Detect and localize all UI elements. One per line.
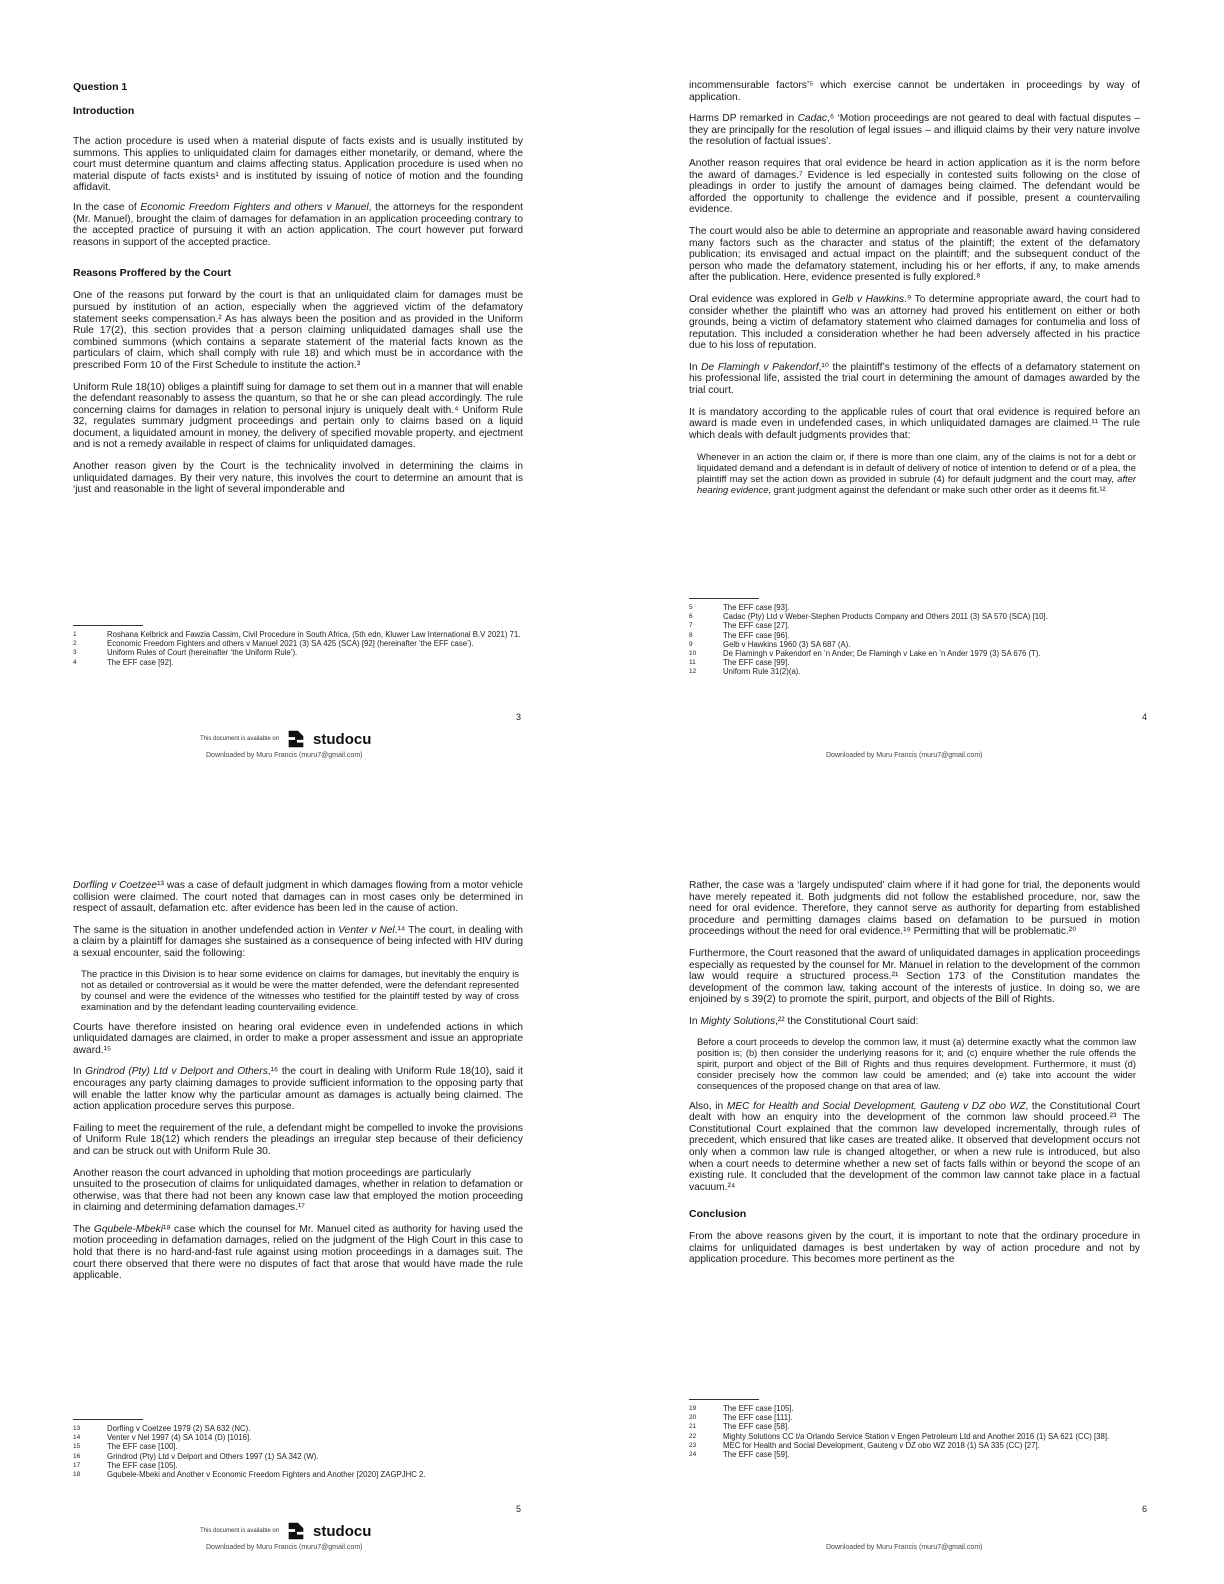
page-number: 6 [1142,1504,1148,1514]
case-name: Mighty Solutions [700,1015,776,1027]
page-body [73,880,523,1282]
block-quote: Whenever in an action the claim or, if there is more than one claim, any of the claims is not for a debt or liquidated demand and a defendant is in default of delivery of notice of intention to defend or of a plea, the plaintiff may set the action down as provided in subrule (4) for default judgment and the court may, after hearing evidence, grant judgment against the defendant or make such other order as it deems fit.¹² [697,451,1136,496]
footnote: 2 Economic Freedom Fighters and others v Manuel 2021 (3) SA 425 (SCA) [92] (hereinafter ‘the EFF case’). [73,639,474,649]
footnote: 23 MEC for Health and Social Development, Gauteng v DZ obo WZ 2018 (1) SA 335 (CC) [27]. [689,1440,1040,1450]
brand-name: studocu [313,1522,372,1540]
paragraph: In De Flamingh v Pakendorf,¹⁰ the plaintiff’s testimony of the effects of a defamatory statement on his professional life, assisted the trial court in determining the amount of damages awarded by the trial court. [689,361,1141,397]
paragraph: incommensurable factors’⁵ which exercise cannot be undertaken in proceedings by way of application. [689,80,1140,103]
paragraph: Another reason the court advanced in upholding that motion proceedings are particularly unsuited to the prosecution of claims for unliquidated damages, whether in relation to defamation or otherwise, was that there had not been any known case law that employed the motion proceeding in claiming and determining defamation damages.¹⁷ [73,1167,523,1214]
footnotes [689,598,1140,677]
footnote: 9 Gelb v Hawkins 1960 (3) SA 687 (A). [689,639,851,649]
case-name: Venter v Nel [338,924,395,936]
footnote: 7 The EFF case [27]. [689,621,790,631]
case-name: MEC for Health and Social Development, Gauteng v DZ obo WZ [726,1100,1026,1112]
document-page-5 [0,792,612,1584]
footnote: 5 The EFF case [93]. [689,603,790,612]
paragraph: In Grindrod (Pty) Ltd v Delport and Others,¹⁶ the court in dealing with Uniform Rule 18(10), said it encourages any party claiming damages to provide sufficient information to the opposing party that will enable the latter know why the particular amount as damages is actually being claimed. The action application procedure serves this purpose. [73,1066,524,1113]
footnote: 3 Uniform Rules of Court (hereinafter ‘the Uniform Rule’). [73,648,298,658]
footnote: 11 The EFF case [99]. [689,658,790,668]
paragraph: One of the reasons put forward by the court is that an unliquidated claim for damages must be pursued by institution of an action, especially when the aggrieved victim of the defamatory statement seeks compensation.² As has always been the position and as provided in the Uniform Rule 17(2), this section provides that a person claiming unliquidated damages shall use the combined summons (which contains a separate statement of the material facts known as the particulars of claim, which shall comply with rule 18) and which must be in accordance with the prescribed Form 10 of the First Schedule to institute the action.³ [73,290,523,371]
download-note: Downloaded by Muru Francis (muru7@gmail.com) [206,1544,363,1551]
paragraph: The Gqubele-Mbeki¹⁸ case which the counsel for Mr. Manuel cited as authority for having used the motion proceeding in defamation damages, relied on the judgment of the High Court in this case to hold that there is no hard-and-fast rule against using motion proceedings in a damages suit. The court there observed that there were no disputes of fact that arose that would have made the rule applicable. [73,1223,524,1282]
footnotes [73,625,523,667]
document-page-3 [0,0,612,792]
footnote: 14 Venter v Nel 1997 (4) SA 1014 (D) [1016]. [73,1433,252,1443]
footnote: 19 The EFF case [105]. [689,1404,794,1413]
footnotes [73,1419,523,1479]
block-quote: Before a court proceeds to develop the common law, it must (a) determine exactly what the common law position is; (b) then consider the underlying reasons for it; and (c) enquire whether the rule offends the spirit, purport and object of the Bill of Rights and thus requires development. Furthermore, it must (d) consider precisely how the common law could be amended; and (e) take into account the wider consequences of the proposed change on that area of law. [697,1035,1136,1091]
footnote: 15 The EFF case [100]. [73,1442,178,1452]
footnote: 21 The EFF case [58]. [689,1422,790,1432]
page-body [73,80,523,496]
brand-note: This document is available on [200,736,280,742]
paragraph: Dorfling v Coetzee¹³ was a case of default judgment in which damages flowing from a motor vehicle collision were claimed. The court noted that damages can in most cases only be determined in respect of assault, defamation etc. after evidence has been led in the cause of action. [73,880,524,915]
studocu-logo-icon [285,1520,307,1542]
paragraph: Another reason requires that oral evidence be heard in action application as it is the norm before the award of damages.⁷ Evidence is led especially in contested suits following on the close of pleadings in order to justify the amount of damages being claimed. The defendant would be afforded the opportunity to challenge the evidence and if possible, present a countervailing evidence. [689,157,1140,216]
footnote-rule [689,1399,759,1400]
paragraph: The court would also be able to determine an appropriate and reasonable award having considered many factors such as the character and status of the plaintiff; the extent of the defamatory publication; its envisaged and actual impact on the plaintiff; and the subsequent conduct of the person who made the defamatory statement, including his or her efforts, if any, to make amends after the publication. Here, evidence presented is fully explored.⁸ [689,225,1140,284]
paragraph: Also, in MEC for Health and Social Development, Gauteng v DZ obo WZ, the Constitutional Court dealt with how an enquiry into the development of the common law should proceed.²³ The Constitutional Court explained that the common law developed incrementally, through rules of precedent, which ensured that like cases are treated alike. It observed that development occurs not only when a common law rule is changed altogether, or when a new rule is introduced, but also when a court needs to determine whether a new set of facts falls within or beyond the scope of an existing rule. It concluded that the development of the common law cannot take place in a factual vacuum.²⁴ [689,1100,1140,1193]
footnote: 4 The EFF case [92]. [73,657,174,667]
download-note: Downloaded by Muru Francis (muru7@gmail.com) [826,1544,983,1551]
paragraph: Courts have therefore insisted on hearing oral evidence even in undefended actions in which unliquidated damages are claimed, in order to make a proper assessment and issue an appropriate award.¹⁵ [73,1021,523,1056]
page-body [689,80,1140,495]
footnote: 16 Grindrod (Pty) Ltd v Delport and Others 1997 (1) SA 342 (W). [73,1451,319,1461]
paragraph: The action procedure is used when a material dispute of facts exists and is usually instituted by summons. This applies to unliquidated claim for damages either monetarily, or demand, where the court must determine quantum and claims affecting status. Application procedure is used when no material dispute of facts exists¹ and is instituted by issuing of notice of motion and the founding affidavit. [73,136,523,194]
document-page-4 [612,0,1224,792]
case-name: Grindrod (Pty) Ltd v Delport and Others [85,1066,268,1078]
case-name: Gelb v Hawkins [831,293,905,305]
brand-name: studocu [313,730,372,748]
paragraph: From the above reasons given by the court, it is important to note that the ordinary procedure in claims for unliquidated damages is best undertaken by way of action procedure and not by application procedure. This becomes more pertinent as the [689,1231,1140,1266]
page-body [689,880,1140,1266]
brand-note: This document is available on [200,1528,280,1534]
footnote-rule [73,625,143,626]
footnote: 6 Cadac (Pty) Ltd v Weber-Stephen Products Company and Others 2011 (3) SA 570 (SCA) [10]. [689,612,1048,622]
footnote: 17 The EFF case [105]. [73,1460,178,1470]
block-quote: The practice in this Division is to hear some evidence on claims for damages, but inevitably the enquiry is not as detailed or controversial as it would be were the matter defended, were the defendant represented by counsel and were the evidence of the witnesses who testified for the plaintiff tested by way of cross examination and by the defendant leading countervailing evidence. [81,967,519,1012]
case-name: De Flamingh v Pakendorf [701,361,819,373]
case-name: Economic Freedom Fighters and others v Manuel [140,201,369,213]
paragraph: Harms DP remarked in Cadac,⁶ ‘Motion proceedings are not geared to deal with factual disputes – they are principally for the resolution of legal issues – and illiquid claims by their very nature involve the resolution of factual issues’. [689,113,1140,148]
paragraph: The same is the situation in another undefended action in Venter v Nel.¹⁴ The court, in dealing with a claim by a plaintiff for damages she sustained as a consequence of being infected with HIV during a sexual encounter, said the following: [73,924,523,959]
paragraph: Rather, the case was a ‘largely undisputed’ claim where if it had gone for trial, the deponents would have merely repeated it. Both judgments did not follow the established procedure, nor, saw the need for oral evidence. Therefore, they cannot serve as authority for departing from established procedure and permitting damages claims based on defamation to be pursued in motion proceedings without the need for oral evidence.¹⁹ Permitting that will be problematic.²⁰ [689,880,1140,938]
studocu-banner[interactable] [200,1520,371,1542]
footnote: 13 Dorfling v Coetzee 1979 (2) SA 632 (NC). [73,1424,251,1433]
footnote: 22 Mighty Solutions CC t/a Orlando Service Station v Engen Petroleum Ltd and Another 2016 (1) SA 621 (CC) [38]. [689,1431,1110,1441]
case-name: Cadac [797,113,828,125]
paragraph: Uniform Rule 18(10) obliges a plaintiff suing for damage to set them out in a manner that will enable the defendant reasonably to assess the quantum, so that he or she can plead accordingly. The rule concerning claims for damages in relation to personal injury is uniquely dealt with.⁴ Uniform Rule 32, regulates summary judgment proceedings and pertain only to claims based on a liquid document, a liquidated amount in money, the delivery of specified movable property, and ejectment and is not a remedy available in respect of claims for unliquidated damages. [73,381,523,451]
section-heading: Conclusion [689,1208,747,1221]
studocu-logo-icon [285,728,307,750]
footnote: 10 De Flamingh v Pakendorf en ’n Ander; De Flamingh v Lake en ’n Ander 1979 (3) SA 676 (T). [689,649,1041,659]
footnote: 8 The EFF case [96]. [689,630,790,640]
paragraph: Failing to meet the requirement of the rule, a defendant might be compelled to invoke the provisions of Uniform Rule 18(12) which renders the pleadings an irregular step because of their deficiency and can be struck out with Uniform Rule 30. [73,1122,523,1157]
footnotes [689,1399,1140,1459]
case-name: Gqubele-Mbeki [93,1223,163,1235]
question-heading: Question 1 [73,81,128,93]
paragraph: Another reason given by the Court is the technicality involved in determining the claims in unliquidated damages. By their very nature, this involves the court to determine an amount that is ‘just and reasonable in the light of several imponderable and [73,461,523,496]
studocu-banner[interactable] [200,728,371,750]
footnote: 20 The EFF case [111]. [689,1413,793,1423]
document-page-6 [612,792,1224,1584]
introduction-heading: Introduction [73,105,135,117]
section-heading: Reasons Proffered by the Court [73,267,232,280]
paragraph: Oral evidence was explored in Gelb v Hawkins.⁹ To determine appropriate award, the court had to consider whether the plaintiff who was an attorney had proved his entitlement on either or both grounds, being a victim of defamatory statement who claimed damages for contumelia and loss of reputation. This included a consideration whether he had been adversely affected in his practice due to his loss of reputation. [689,293,1140,352]
download-note: Downloaded by Muru Francis (muru7@gmail.com) [206,752,363,759]
page-number: 5 [516,1504,522,1514]
footnote-rule [689,598,759,599]
page-number: 3 [516,712,522,722]
paragraph: In Mighty Solutions,²² the Constitutional Court said: [689,1015,919,1027]
paragraph: Furthermore, the Court reasoned that the award of unliquidated damages in application proceedings especially as requested by the counsel for Mr. Manuel in relation to the development of the common law would require a structured process.²¹ Section 173 of the Constitution mandates the development of the common law, taking account of the interests of justice. In doing so, we are enjoined by s 39(2) to promote the spirit, purport, and objects of the Bill of Rights. [689,947,1140,1006]
page-number: 4 [1142,712,1148,722]
footnote-rule [73,1419,143,1420]
download-note: Downloaded by Muru Francis (muru7@gmail.com) [826,752,983,759]
footnote: 18 Gqubele-Mbeki and Another v Economic Freedom Fighters and Another [2020] ZAGPJHC 2. [73,1470,426,1480]
paragraph: It is mandatory according to the applicable rules of court that oral evidence is required before an award is made even in undefended cases, in which unliquidated damages are claimed.¹¹ The rule which deals with default judgments provides that: [689,406,1140,441]
paragraph: In the case of Economic Freedom Fighters and others v Manuel, the attorneys for the respondent (Mr. Manuel), brought the claim of damages for defamation in an application proceeding contrary to the accepted practice of pursuing it with an action application. The court however put forward reasons in support of the accepted practice. [73,201,524,248]
case-name: Dorfling v Coetzee [73,880,158,891]
footnote: 24 The EFF case [59]. [689,1450,790,1460]
footnote: 12 Uniform Rule 31(2)(a). [689,667,801,677]
footnote: 1 Roshana Kelbrick and Fawzia Cassim, Civil Procedure in South Africa, (5th edn, Kluwer Law International B.V 2021) 71. [73,630,521,639]
